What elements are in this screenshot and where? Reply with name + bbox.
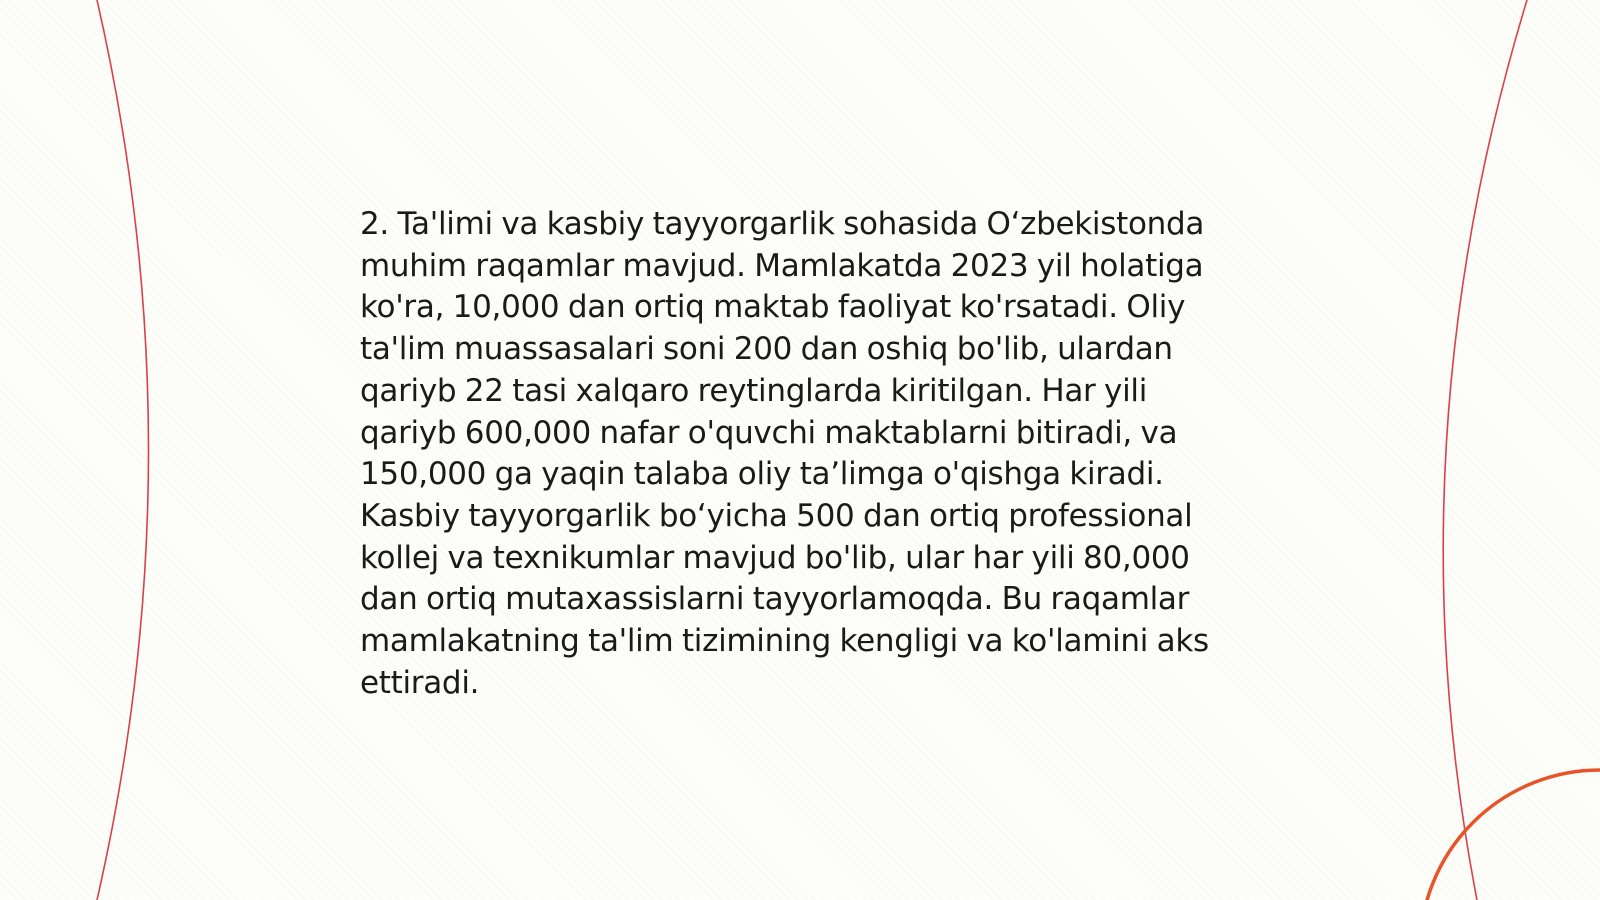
left-curve-line [97,0,149,900]
slide-body-text: 2. Ta'limi va kasbiy tayyorgarlik sohasida O‘zbekistonda muhim raqamlar mavjud. Mamlakatda 2023 yil holatiga ko'ra, 10,000 dan ortiq maktab faoliyat ko'rsatadi. Oliy ta'lim muassasalari soni 200 dan oshiq bo'lib, ulardan qariyb 22 tasi xalqaro reytinglarda kiritilgan. Har yili qariyb 600,000 nafar o'quvchi maktablarni bitiradi, va 150,000 ga yaqin talaba oliy ta’limga o'qishga kiradi. Kasbiy tayyorgarlik bo‘yicha 500 dan ortiq professional kollej va texnikumlar mavjud bo'lib, ular har yili 80,000 dan ortiq mutaxassislarni tayyorlamoqda. Bu raqamlar mamlakatning ta'lim tizimining kengligi va ko'lamini aks ettiradi. [360,206,1209,701]
right-curve-line [1443,0,1527,900]
orange-arc [1420,770,1600,900]
